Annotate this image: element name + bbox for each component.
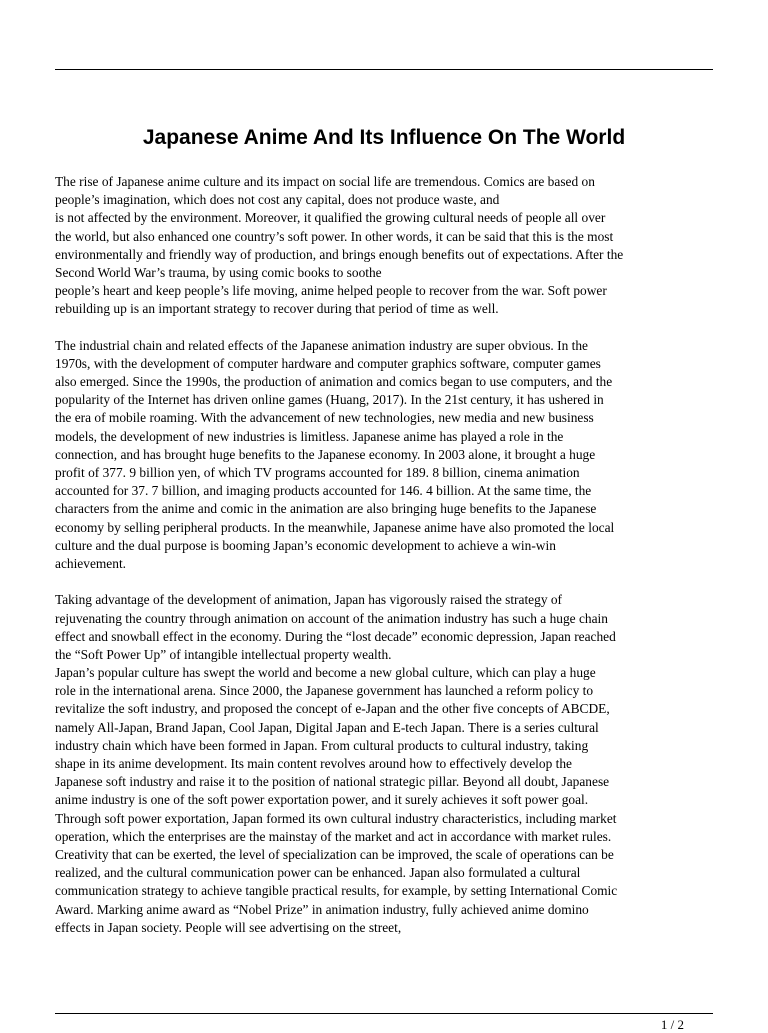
text-line: achievement. <box>55 555 127 571</box>
text-line: industry chain which have been formed in Japan. From cultural products to cultural industry, taking <box>55 737 589 753</box>
text-line: profit of 377. 9 billion yen, of which TV programs accounted for 189. 8 billion, cinema animation <box>55 465 580 480</box>
text-line: Second World War’s trauma, by using comic books to soothe <box>55 264 382 280</box>
text-line: rebuilding up is an important strategy to recover during that period of time as well. <box>55 301 499 317</box>
text-line: revitalize the soft industry, and proposed the concept of e-Japan and the other five concepts of ABCDE, <box>55 701 610 717</box>
text-line: economy by selling peripheral products. In the meanwhile, Japanese anime have also promoted the local <box>55 519 615 535</box>
text-line: realized, and the cultural communication power can be enhanced. Japan also formulated a cultural <box>55 865 581 881</box>
document-body <box>55 173 715 937</box>
text-line: the “Soft Power Up” of intangible intellectual property wealth. <box>55 646 392 662</box>
text-line: Japan’s popular culture has swept the world and become a new global culture, which can play a huge <box>55 665 596 681</box>
text-line: the era of mobile roaming. With the advancement of new technologies, new media and new business <box>55 410 594 426</box>
text-line: culture and the dual purpose is booming Japan’s economic development to achieve a win-win <box>55 537 556 553</box>
text-line: is not affected by the environment. Moreover, it qualified the growing cultural needs of people all over <box>55 210 606 226</box>
text-line: the world, but also enhanced one country’s soft power. In other words, it can be said that this is the most <box>55 228 614 244</box>
document-title: Japanese Anime And Its Influence On The World <box>142 126 626 149</box>
text-line: people’s imagination, which does not cost any capital, does not produce waste, and <box>55 192 500 208</box>
text-line: Japanese soft industry and raise it to the position of national strategic pillar. Beyond all doubt, Japanese <box>55 774 610 790</box>
text-line: Creativity that can be exerted, the level of specialization can be improved, the scale of operations can be <box>55 846 614 862</box>
text-line: effects in Japan society. People will see advertising on the street, <box>55 919 402 935</box>
text-line: 1970s, with the development of computer hardware and computer graphics software, computer games <box>55 355 601 371</box>
text-line: rejuvenating the country through animation on account of the animation industry has such a huge chain <box>55 610 608 626</box>
text-line: Through soft power exportation, Japan formed its own cultural industry characteristics, including market <box>55 810 617 826</box>
text-line: Taking advantage of the development of animation, Japan has vigorously raised the strategy of <box>55 592 563 608</box>
paragraph <box>55 173 715 319</box>
text-line: characters from the anime and comic in the animation are also bringing huge benefits to the Japanese <box>55 501 597 517</box>
text-line: namely All-Japan, Brand Japan, Cool Japan, Digital Japan and E-tech Japan. There is a series cultural <box>55 719 599 735</box>
text-line: models, the development of new industries is limitless. Japanese anime has played a role in the <box>55 428 564 444</box>
text-line: popularity of the Internet has driven online games (Huang, 2017). In the 21st century, it has ushered in <box>55 392 604 408</box>
text-line: anime industry is one of the soft power exportation power, and it surely achieves it soft power goal. <box>55 792 589 808</box>
text-line: connection, and has brought huge benefits to the Japanese economy. In 2003 alone, it brought a huge <box>55 446 596 462</box>
text-line: operation, which the enterprises are the mainstay of the market and act in accordance with market rules. <box>55 828 612 844</box>
paragraph-gap <box>55 319 715 337</box>
text-line: effect and snowball effect in the economy. During the “lost decade” economic depression, Japan reached <box>55 628 616 644</box>
page-number: 1 / 2 <box>660 1017 684 1032</box>
paragraph-gap <box>55 573 715 591</box>
text-line: role in the international arena. Since 2000, the Japanese government has launched a reform policy to <box>55 683 594 699</box>
text-line: shape in its anime development. Its main content revolves around how to effectively develop the <box>55 756 573 771</box>
footer-rule <box>55 1013 713 1014</box>
paragraph <box>55 591 715 937</box>
header-rule <box>55 69 713 70</box>
text-line: The industrial chain and related effects of the Japanese animation industry are super obvious. In the <box>55 337 588 353</box>
text-line: people’s heart and keep people’s life moving, anime helped people to recover from the war. Soft power <box>55 283 607 299</box>
text-line: The rise of Japanese anime culture and its impact on social life are tremendous. Comics are based on <box>55 174 595 189</box>
text-line: environmentally and friendly way of production, and brings enough benefits out of expectations. After the <box>55 246 624 262</box>
paragraph <box>55 337 715 573</box>
text-line: also emerged. Since the 1990s, the production of animation and comics began to use computers, and the <box>55 374 613 390</box>
text-line: Award. Marking anime award as “Nobel Prize” in animation industry, fully achieved anime domino <box>55 901 589 917</box>
text-line: accounted for 37. 7 billion, and imaging products accounted for 146. 4 billion. At the same time, the <box>55 483 592 499</box>
text-line: communication strategy to achieve tangible practical results, for example, by setting International Comic <box>55 883 618 899</box>
